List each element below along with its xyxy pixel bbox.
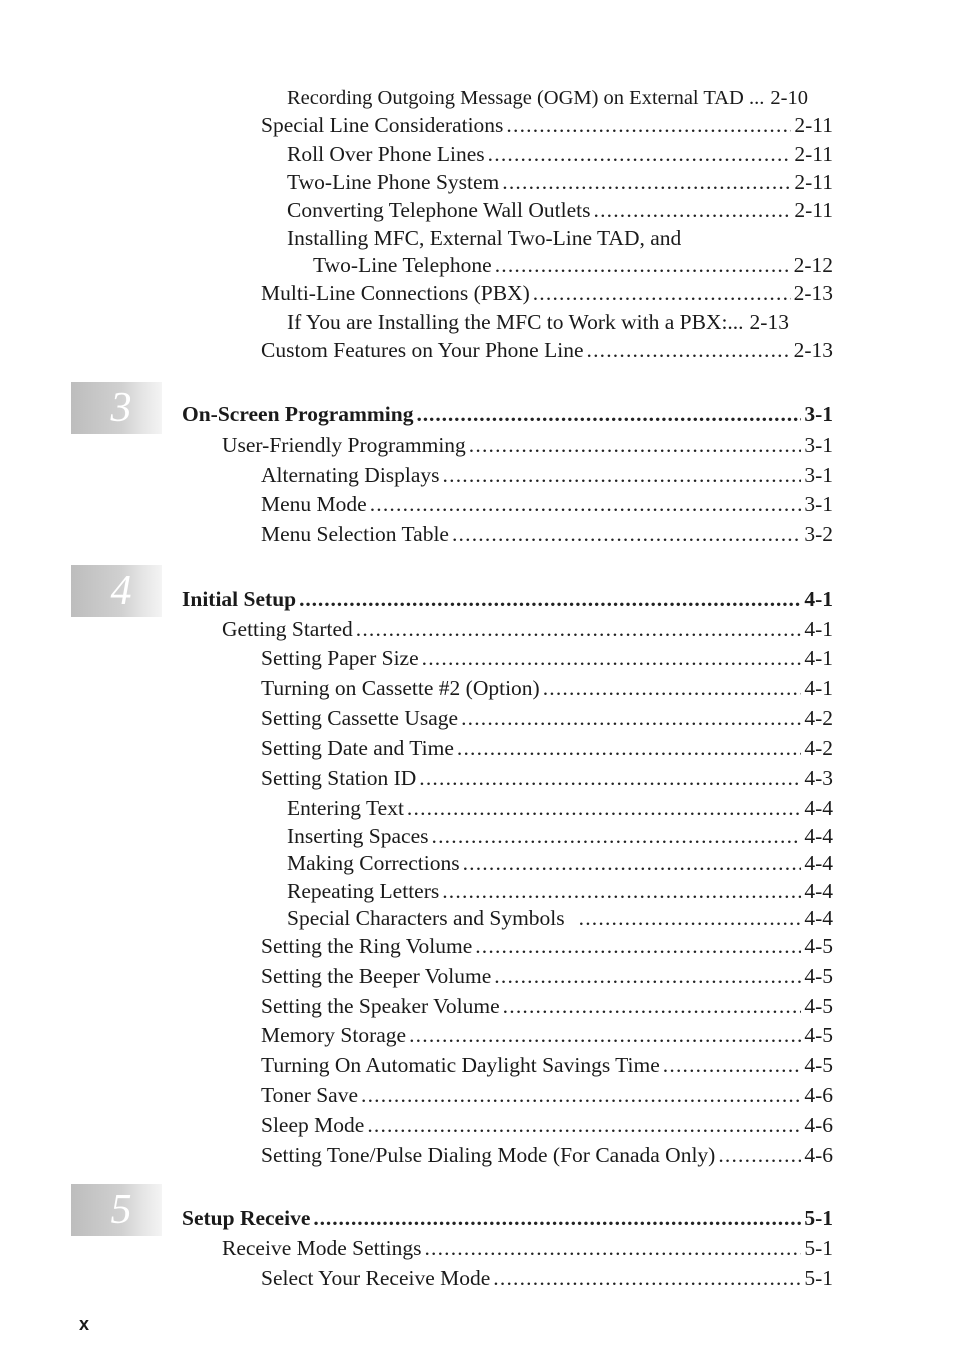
toc-entry-title: Setting the Beeper Volume <box>261 964 492 988</box>
dot-leader <box>495 252 791 278</box>
toc-entry[interactable] <box>261 112 833 138</box>
dot-leader <box>419 765 801 791</box>
toc-entry-title: Setting Paper Size <box>261 646 419 670</box>
toc-entry-title: Menu Selection Table <box>261 522 449 546</box>
dot-leader <box>579 905 802 931</box>
toc-entry-page: 2-11 <box>794 142 833 166</box>
dot-leader <box>494 963 801 989</box>
toc-entry-page: 4-6 <box>804 1143 833 1167</box>
toc-entry-page: 3-2 <box>804 522 833 546</box>
toc-entry-page: 4-5 <box>804 1023 833 1047</box>
toc-entry-page: 4-3 <box>804 766 833 790</box>
toc-entry-page: 4-4 <box>804 851 833 875</box>
toc-entry[interactable] <box>222 1235 833 1261</box>
toc-entry-title: Turning on Cassette #2 (Option) <box>261 676 540 700</box>
toc-entry-title: Multi-Line Connections (PBX) <box>261 281 530 305</box>
toc-entry[interactable] <box>261 1112 833 1138</box>
chapter-title: Setup Receive <box>182 1206 311 1230</box>
dot-leader <box>587 337 791 363</box>
dot-leader <box>452 521 801 547</box>
chapter-title: Initial Setup <box>182 587 297 611</box>
chapter-number: 3 <box>110 385 132 431</box>
toc-entry[interactable] <box>261 491 833 517</box>
toc-entry[interactable] <box>287 878 833 904</box>
dot-leader <box>432 823 802 849</box>
toc-entry-title: Memory Storage <box>261 1023 407 1047</box>
toc-entry[interactable] <box>287 850 833 876</box>
toc-entry-page: 5-1 <box>804 1236 833 1260</box>
chapter-page: 4-1 <box>804 587 833 611</box>
toc-entry-page: 4-1 <box>804 676 833 700</box>
toc-entry[interactable] <box>261 1022 833 1048</box>
toc-entry-page: 4-4 <box>804 906 833 930</box>
toc-entry-page: 2-10 <box>770 87 808 109</box>
dot-leader <box>594 197 792 223</box>
toc-entry[interactable] <box>261 1082 833 1108</box>
toc-entry-title: Turning On Automatic Daylight Savings Time <box>261 1053 660 1077</box>
toc-entry-title: Special Characters and Symbols <box>287 906 565 930</box>
chapter-number: 4 <box>110 568 132 614</box>
toc-entry-title: User-Friendly Programming <box>222 433 466 457</box>
toc-entry-page: 3-1 <box>804 492 833 516</box>
toc-entry-title: Special Line Considerations <box>261 113 504 137</box>
dot-leader <box>407 795 801 821</box>
toc-entry[interactable] <box>261 337 833 363</box>
dot-leader <box>442 878 801 904</box>
dot-leader <box>361 1082 801 1108</box>
toc-entry-title: Repeating Letters <box>287 879 440 903</box>
toc-entry-title: Roll Over Phone Lines <box>287 142 485 166</box>
dot-leader <box>463 850 802 876</box>
toc-entry-page: 4-2 <box>804 736 833 760</box>
toc-entry[interactable] <box>261 735 833 761</box>
toc-entry-title: Inserting Spaces <box>287 824 429 848</box>
dot-leader <box>503 993 802 1019</box>
toc-entry-page: 2-12 <box>793 253 833 277</box>
toc-entry[interactable] <box>222 432 833 458</box>
dot-leader <box>543 675 802 701</box>
toc-entry-title: Custom Features on Your Phone Line <box>261 338 584 362</box>
toc-entry-title: Converting Telephone Wall Outlets <box>287 198 591 222</box>
toc-entry-title: If You are Installing the MFC to Work with a PBX:... <box>287 310 744 334</box>
toc-entry[interactable] <box>222 616 833 642</box>
toc-entry[interactable] <box>261 675 833 701</box>
chapter-number: 5 <box>110 1187 132 1233</box>
dot-leader <box>663 1052 802 1078</box>
dot-leader <box>469 432 802 458</box>
toc-entry[interactable] <box>261 462 833 488</box>
toc-entry-page: 4-6 <box>804 1113 833 1137</box>
toc-entry[interactable] <box>287 795 833 821</box>
toc-entry-title: Making Corrections <box>287 851 460 875</box>
toc-entry-page: 4-1 <box>804 617 833 641</box>
toc-entry-title: Menu Mode <box>261 492 367 516</box>
toc-entry-title: Setting Cassette Usage <box>261 706 459 730</box>
toc-entry-page: 4-2 <box>804 706 833 730</box>
dot-leader <box>457 735 801 761</box>
toc-entry-title: Two-Line Telephone <box>313 253 492 277</box>
toc-entry-title: Recording Outgoing Message (OGM) on External TAD ... <box>287 87 765 109</box>
dot-leader <box>313 1205 801 1231</box>
toc-entry-title: Sleep Mode <box>261 1113 365 1137</box>
toc-entry-page: 4-5 <box>804 964 833 988</box>
toc-entry-page: 2-13 <box>749 310 789 334</box>
toc-entry-page: 4-5 <box>804 934 833 958</box>
toc-entry[interactable] <box>313 252 833 278</box>
toc-entry[interactable] <box>287 141 833 167</box>
dot-leader <box>506 112 791 138</box>
toc-entry-page: 2-11 <box>794 170 833 194</box>
toc-entry-title: Getting Started <box>222 617 353 641</box>
chapter-page: 3-1 <box>804 402 833 426</box>
toc-entry-title: Toner Save <box>261 1083 359 1107</box>
toc-entry[interactable] <box>261 645 833 671</box>
toc-entry-page: 4-6 <box>804 1083 833 1107</box>
dot-leader <box>422 645 802 671</box>
dot-leader <box>475 933 801 959</box>
dot-leader <box>370 491 802 517</box>
chapter-heading[interactable] <box>182 1205 833 1231</box>
toc-entry-title: Alternating Displays <box>261 463 440 487</box>
dot-leader <box>299 586 801 612</box>
toc-entry[interactable] <box>261 1052 833 1078</box>
toc-entry[interactable] <box>287 309 833 335</box>
page-number: x <box>79 1314 90 1334</box>
toc-entry[interactable] <box>261 933 833 959</box>
toc-entry-page: 5-1 <box>804 1266 833 1290</box>
toc-entry-title: Setting Station ID <box>261 766 417 790</box>
toc-entry[interactable] <box>261 963 833 989</box>
toc-entry-title: Setting the Speaker Volume <box>261 994 500 1018</box>
toc-entry-page: 2-11 <box>794 113 833 137</box>
toc-entry-page: 2-13 <box>793 338 833 362</box>
dot-leader <box>424 1235 801 1261</box>
dot-leader <box>417 401 802 427</box>
toc-entry-title-line1: Installing MFC, External Two-Line TAD, and <box>287 226 682 250</box>
toc-entry-title: Select Your Receive Mode <box>261 1266 491 1290</box>
toc-entry[interactable] <box>261 765 833 791</box>
toc-entry-page: 4-4 <box>804 879 833 903</box>
toc-entry[interactable] <box>261 1142 833 1168</box>
dot-leader <box>443 462 802 488</box>
dot-leader <box>533 280 791 306</box>
toc-entry[interactable] <box>261 521 833 547</box>
dot-leader <box>718 1142 801 1168</box>
toc-entry-page: 3-1 <box>804 463 833 487</box>
dot-leader <box>488 141 792 167</box>
dot-leader <box>493 1265 801 1291</box>
toc-entry-page: 4-4 <box>804 796 833 820</box>
dot-leader <box>367 1112 801 1138</box>
toc-entry[interactable] <box>287 85 833 111</box>
toc-entry-page: 4-5 <box>804 994 833 1018</box>
chapter-heading[interactable] <box>182 586 833 612</box>
toc-entry[interactable] <box>261 705 833 731</box>
chapter-title: On-Screen Programming <box>182 402 414 426</box>
chapter-tab <box>71 565 162 617</box>
chapter-page: 5-1 <box>804 1206 833 1230</box>
toc-entry-title: Setting the Ring Volume <box>261 934 473 958</box>
toc-entry-page: 4-1 <box>804 646 833 670</box>
dot-leader <box>461 705 801 731</box>
toc-entry-page: 2-11 <box>794 198 833 222</box>
chapter-tab <box>71 382 162 434</box>
toc-entry-title: Receive Mode Settings <box>222 1236 422 1260</box>
dot-leader <box>356 616 802 642</box>
toc-entry[interactable] <box>287 823 833 849</box>
toc-entry[interactable] <box>287 197 833 223</box>
toc-entry-page: 4-5 <box>804 1053 833 1077</box>
chapter-tab <box>71 1184 162 1236</box>
toc-entry-title: Setting Tone/Pulse Dialing Mode (For Canada Only) <box>261 1143 716 1167</box>
toc-entry-title: Setting Date and Time <box>261 736 454 760</box>
toc-entry[interactable] <box>287 905 833 931</box>
chapter-heading[interactable] <box>182 401 833 427</box>
toc-entry[interactable] <box>261 280 833 306</box>
toc-entry[interactable] <box>261 993 833 1019</box>
toc-entry-page: 2-13 <box>793 281 833 305</box>
dot-leader <box>409 1022 801 1048</box>
toc-entry-page: 4-4 <box>804 824 833 848</box>
toc-entry[interactable] <box>287 169 833 195</box>
dot-leader <box>502 169 791 195</box>
toc-entry-title: Entering Text <box>287 796 404 820</box>
toc-entry[interactable] <box>261 1265 833 1291</box>
toc-entry-title: Two-Line Phone System <box>287 170 500 194</box>
toc-entry-page: 3-1 <box>804 433 833 457</box>
